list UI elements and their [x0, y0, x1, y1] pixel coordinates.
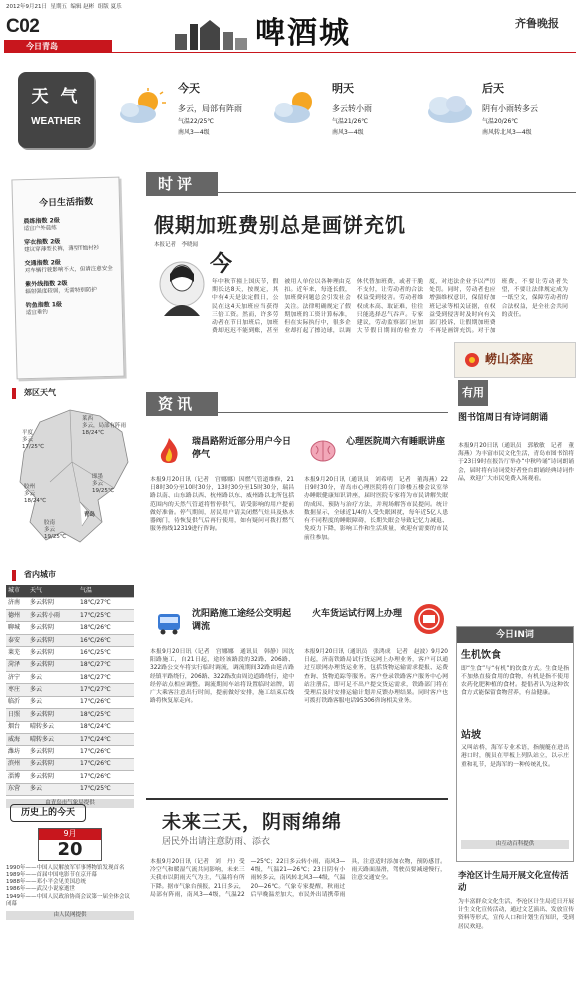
news-headline: 火车货运试行网上办理 — [312, 609, 403, 619]
news-body: 本报9月20日讯（通讯员 刘希明 记者 董海燕）22日9时30分，青岛市心理医院将在门诊楼五楼会议室举办睡眠健康知识讲座，届时医院专家将为市民讲解失眠的成因、预防与治疗方法，并现场解答市民提问。统计数据显示，全球近1/4的人受失眠困扰，每年近5亿人患有不同程度的睡眠障碍，长期失眠会导致记忆力减退、免疫力下降，影响工作和生活质量，欢迎有需要的市民前往参加。 — [304, 477, 448, 541]
term-body: 即“生食”与“有机”的饮食方式。生食是指不加热直接食用的食物，有机是指不使用农药化肥种植的食材。提倡者认为这种饮食方式能保留食物营养，有益健康。 — [461, 665, 569, 697]
table-cell: 淄博 — [6, 771, 28, 783]
index-name: 钓鱼指数 — [25, 301, 50, 310]
place-name: 平度 — [22, 430, 34, 436]
table-cell: 17℃/26℃ — [78, 771, 134, 783]
place-name: 即墨 — [92, 474, 104, 480]
suburb-place — [24, 484, 46, 505]
weather-day-today — [108, 74, 258, 146]
life-index-title: 今日生活指数 — [38, 197, 94, 209]
table-cell: 潍坊 — [6, 746, 28, 758]
table-row — [6, 597, 134, 609]
skyline-illustration — [170, 14, 250, 50]
section-label: 今日青岛 — [4, 40, 112, 53]
suburb-place — [44, 520, 66, 541]
library-headline: 图书馆周日有诗词朗诵 — [458, 413, 549, 423]
suburb-weather — [6, 388, 134, 568]
table-header-row — [6, 585, 134, 597]
table-cell: 17℃/26℃ — [78, 696, 134, 708]
weather-desc: 多云，局部有阵雨 — [178, 104, 242, 113]
table-cell: 多云转阴 — [28, 622, 78, 634]
place-temp: 19/25℃ — [44, 534, 67, 541]
commentary-byline: 本报记者 李晓闻 — [154, 242, 199, 248]
index-tip: 对车辆行驶影响不大，但请注意安全 — [24, 265, 113, 274]
place-name: 胶南 — [44, 520, 56, 526]
suburb-place — [22, 430, 44, 451]
news-headline: 沈阳路施工途经公交明起调流 — [192, 609, 292, 632]
place-weather: 多云，局部有阵雨 — [82, 423, 127, 430]
weather-day-label: 后天 — [482, 82, 504, 95]
table-row — [6, 684, 134, 696]
table-cell: 济南 — [6, 597, 28, 609]
history-item: 1989年——首届中国电影节在京开幕 — [6, 872, 97, 879]
weather-desc: 多云转小雨 — [332, 104, 372, 113]
masthead — [0, 0, 580, 58]
table-cell: 烟台 — [6, 721, 28, 733]
news-section — [146, 392, 448, 792]
table-cell: 17℃/25℃ — [78, 610, 134, 622]
news-item — [300, 602, 448, 792]
index-tip: 适宜垂钓 — [25, 309, 48, 316]
table-cell: 多云 — [28, 672, 78, 684]
index-tip: 辐射强度较弱，无需特别防护 — [25, 287, 97, 295]
table-cell: 多云转阴 — [28, 597, 78, 609]
in-words-box — [456, 626, 574, 862]
weather-day-after — [416, 74, 576, 146]
table-cell: 晴转多云 — [28, 721, 78, 733]
news-body: 本报9月20日讯（记者 宫娜娜 通讯员 韩静）因沈阳路施工，自21日起，途经该路段的32路、206路、322路公交车将实行临时调流，调流期间32路由延吉路经镇平路绕行，206路、322路改由周边道路绕行，途中经停站点相应调整。调流期间车站将设置临时站牌，请广大乘客注意出行时间，提前做好安排，施工结束后线路将恢复原走向。 — [150, 649, 294, 705]
table-cell: 18℃/27℃ — [78, 659, 134, 671]
table-cell: 18℃/26℃ — [78, 622, 134, 634]
table-row — [6, 647, 134, 659]
news-item — [146, 602, 294, 792]
table-cell: 枣庄 — [6, 684, 28, 696]
term-source: 由互动百科提供 — [461, 840, 569, 849]
place-temp: 18/24℃ — [24, 498, 47, 505]
news-item — [146, 430, 294, 600]
table-cell: 17℃/24℃ — [78, 733, 134, 745]
editor-name: 赵彬 — [83, 4, 95, 10]
issue-date: 2012年9月21日 — [6, 4, 47, 10]
weather-temp: 气温22/25℃ — [178, 118, 215, 125]
table-row — [6, 709, 134, 721]
table-cell: 17℃/26℃ — [78, 758, 134, 770]
table-cell: 日照 — [6, 709, 28, 721]
table-cell: 16℃/26℃ — [78, 634, 134, 646]
table-row — [6, 659, 134, 671]
history-source: 由人民网提供 — [6, 911, 134, 920]
building-icon — [170, 14, 250, 50]
table-row — [6, 672, 134, 684]
useful-tag: 有用 — [458, 380, 488, 406]
news-tag-bar — [146, 392, 448, 416]
table-row — [6, 622, 134, 634]
news-headline: 心理医院周六有睡眠讲座 — [346, 437, 446, 447]
news-tag: 资讯 — [158, 395, 197, 413]
province-source: 由青岛市气象局提供 — [6, 799, 134, 808]
laoshan-title: 崂山茶座 — [485, 352, 534, 366]
newspaper-logo: 齐鲁晚报 — [515, 17, 559, 30]
news-item — [300, 430, 448, 600]
weather-desc: 阴有小雨转多云 — [482, 104, 538, 113]
place-name: 青岛 — [84, 512, 96, 518]
table-cell: 多云转阴 — [28, 709, 78, 721]
table-cell: 滨州 — [6, 758, 28, 770]
table-cell: 17℃/26℃ — [78, 746, 134, 758]
weather-wind: 南风3—4级 — [332, 129, 364, 136]
index-name: 紫外线指数 — [25, 280, 56, 289]
term-body: 又叫站桥，海军专业术语，指舰艇在进出港口时，舰员在甲板上列队站立，以示庄重和礼节，是海军的一种传统礼仪。 — [461, 745, 569, 768]
designer-name: 夏乐 — [110, 4, 122, 10]
table-row — [6, 783, 134, 795]
table-cell: 济宁 — [6, 672, 28, 684]
table-cell: 16℃/25℃ — [78, 647, 134, 659]
table-cell: 多云转阴 — [28, 771, 78, 783]
forecast-headline: 未来三天，阴雨绵绵 — [162, 811, 343, 833]
weather-temp: 气温21/26℃ — [332, 118, 369, 125]
province-weather — [6, 570, 134, 806]
column-title: 啤酒城 — [255, 16, 351, 51]
column-header: 天气 — [28, 585, 78, 597]
commentary-tag-bar — [146, 172, 576, 196]
table-cell: 17℃/25℃ — [78, 783, 134, 795]
weather-temp: 气温20/26℃ — [482, 118, 519, 125]
history-list — [6, 865, 134, 908]
table-cell: 18℃/27℃ — [78, 597, 134, 609]
issue-date-line — [6, 4, 122, 11]
table-row — [6, 758, 134, 770]
place-name: 胶州 — [24, 484, 36, 490]
library-body: 本报9月20日讯（通讯员 郭敏敏 记者 董海燕）为丰富市民文化生活，青岛市图书馆将于23日9时在报告厅举办“中秋吟诵”诗词朗诵会，届时将有诗词爱好者登台朗诵经典诗词作品，欢迎广大市民免费入场观看。 — [458, 443, 574, 482]
index-level: 2级 — [49, 217, 60, 225]
bus-icon — [154, 608, 184, 638]
life-index-item — [25, 279, 113, 296]
history-date — [38, 828, 102, 861]
life-index-card — [11, 177, 124, 380]
commentary-tag: 时评 — [158, 175, 197, 193]
editor-label: 编辑 — [70, 4, 82, 10]
life-index-item — [25, 258, 113, 275]
place-temp: 17/25℃ — [22, 444, 45, 451]
commentary-dropcap: 今 — [210, 251, 233, 277]
place-weather: 多云 — [24, 491, 36, 498]
place-name: 莱西 — [82, 416, 94, 422]
column-header: 城市 — [6, 585, 28, 597]
province-rows — [6, 597, 134, 795]
table-row — [6, 771, 134, 783]
cloud-icon — [420, 88, 476, 128]
suburb-title: 郊区天气 — [12, 388, 134, 399]
history-today — [6, 804, 134, 979]
life-index-item — [23, 216, 111, 233]
licang-headline: 李沧区计生局开展文化宣传活动 — [458, 871, 569, 893]
province-title: 省内城市 — [12, 570, 134, 581]
table-cell: 17℃/27℃ — [78, 684, 134, 696]
table-cell: 多云 — [28, 696, 78, 708]
place-weather: 多云 — [92, 481, 104, 488]
table-cell: 多云转阴 — [28, 634, 78, 646]
weather-wind: 南风3—4级 — [178, 129, 210, 136]
table-row — [6, 733, 134, 745]
table-row — [6, 634, 134, 646]
table-cell: 菏泽 — [6, 659, 28, 671]
index-tip: 建议穿薄型长裤，薄型T恤衬衫 — [24, 245, 100, 254]
weather-day-label: 明天 — [332, 82, 354, 95]
page-number: C02 — [6, 16, 40, 37]
table-row — [6, 696, 134, 708]
forecast-body: 本报9月20日讯（记者 刘 丹）受冷空气和暖湿气流共同影响，未来三天我市以阴雨天气为主，气温将有所下降。据市气象台预报，21日多云，局部有阵雨，南风3—4级，气温22—25℃；22日多云转小雨，南风3—4级，气温21—26℃；23日阴有小雨转多云，南风转北风3—4级，气温20—26℃。气象专家提醒，秋雨过后早晚温差加大，市民外出请携带雨具，注意适时添加衣物，预防感冒。雨天路面湿滑，驾驶员要减速慢行，注意交通安全。 — [150, 859, 446, 898]
weather-day-tomorrow — [262, 74, 412, 146]
brain-icon — [308, 436, 338, 466]
author-portrait — [154, 254, 210, 324]
life-index-item — [24, 237, 112, 254]
index-level: 2级 — [50, 238, 61, 246]
flower-icon — [463, 351, 481, 369]
issue-weekday: 星期五 — [50, 4, 68, 10]
freight-badge-icon — [412, 602, 446, 636]
life-index-list — [13, 208, 122, 317]
designer-label: 组版 — [97, 4, 109, 10]
commentary-body: 年中秋节撞上国庆节，假期长达8天，按规定，其中有4天是法定假日，公民在这4天加班应当获得三倍工资。然而，许多劳动者在节日加班后，加班费却迟迟不能到账，甚至被用人单位以各种理由克扣。近年来，每逢长假，加班费问题总会引发社会关注。法律明确规定了假期加班的工资计算标准，但在实际执行中，很多企业却打起了擦边球，以调休代替加班费，或者干脆不支付，让劳动者的合法权益受到侵害。劳动者维权成本高、取证难，往往只能选择忍气吞声。专家建议，劳动监察部门应加大节假日期间的检查力度，对违法企业予以严厉处罚。同时，劳动者也应增强维权意识，保留好加班记录等相关证据，在权益受到侵害时及时向有关部门投诉，让假期加班费不再是画饼充饥。对于加班费，不要让劳动者失望，不要让法律规定成为一纸空文，保障劳动者的合法权益，是全社会共同的责任。 — [212, 279, 568, 335]
forecast-story — [146, 798, 448, 980]
province-table — [6, 585, 134, 796]
table-row — [6, 746, 134, 758]
term-title: 站坡 — [461, 729, 481, 741]
history-item: 1986年——武汉小说家逝世 — [6, 886, 75, 893]
table-cell: 多云转阴 — [28, 647, 78, 659]
place-weather: 多云 — [22, 437, 34, 444]
table-row — [6, 721, 134, 733]
weather-title-box — [18, 72, 94, 148]
news-body: 本报9月20日讯（通讯员 张鸿成 记者 赵波）9月20日起，济南铁路局试行货运网上办理业务，客户可以通过互联网办理货运业务，包括货物运输需求提报、运费查询、货物追踪等服务。客户登录铁路客户服务中心网站注册后，即可足不出户提交货运需求，铁路部门将在受理后及时安排运输计划并反馈办理结果。同时客户也可拨打铁路客服电话95306咨询相关业务。 — [304, 649, 448, 705]
place-temp: 18/24℃ — [82, 430, 105, 437]
news-body: 本报9月20日讯（记者 宫娜娜）因燃气管道维修，21日8时30分至10时30分，13时30分至15时30分，瑞昌路以南、山东路以西、杭州路以东、威州路以北所包括范围内的天然气管道将暂停供气，请受影响的用户提前做好准备。停气期间，居民用户请关闭燃气灶具及热水器阀门，待恢复供气后再行使用，如有疑问可拨打燃气服务热线12319进行咨询。 — [150, 477, 294, 533]
suburb-place — [92, 474, 114, 495]
index-level: 2级 — [57, 279, 68, 288]
table-cell: 18℃/25℃ — [78, 709, 134, 721]
table-cell: 威海 — [6, 733, 28, 745]
index-tip: 适宜户外晨练 — [23, 225, 57, 233]
table-cell: 泰安 — [6, 634, 28, 646]
right-sidebar — [454, 330, 576, 980]
index-name: 晨练指数 — [23, 217, 48, 226]
partly-cloudy-rain-icon — [114, 88, 170, 128]
table-cell: 临沂 — [6, 696, 28, 708]
table-cell: 多云 — [28, 783, 78, 795]
history-item: 1990年——中国人民解放军军事博物馆发现首名 — [6, 864, 125, 871]
history-title: 历史上的今天 — [10, 804, 86, 822]
table-cell: 莱芜 — [6, 647, 28, 659]
table-cell: 多云转阴 — [28, 746, 78, 758]
table-cell: 聊城 — [6, 622, 28, 634]
suburb-place — [82, 416, 130, 437]
table-cell: 多云转阴 — [28, 758, 78, 770]
index-name: 穿衣指数 — [23, 238, 49, 247]
table-row — [6, 610, 134, 622]
table-cell: 多云转小雨 — [28, 610, 78, 622]
history-item: 1988年——邓小平会见美国总统 — [6, 879, 86, 886]
history-item: 1949年——中国人民政治协商会议第一届全体会议闭幕 — [6, 893, 130, 907]
weather-day-label: 今天 — [178, 82, 200, 95]
table-cell: 多云 — [28, 684, 78, 696]
licang-body: 为丰富群众文化生活，李沧区计生局近日开展计生文化宣传活动，通过文艺演出、发放宣传资料等形式，宣传人口和计划生育知识，受到居民欢迎。 — [458, 899, 574, 930]
place-weather: 多云 — [44, 527, 56, 534]
column-header: 气温 — [78, 585, 134, 597]
weather-bar — [0, 66, 580, 156]
life-index-item — [26, 300, 114, 317]
forecast-subhead: 居民外出请注意防雨、添衣 — [162, 837, 271, 847]
weather-title: 天 气 — [31, 87, 81, 107]
weather-wind: 南风转北风3—4级 — [482, 129, 532, 136]
author-avatar — [154, 254, 210, 324]
history-day: 20 — [57, 838, 83, 860]
table-cell: 18℃/27℃ — [78, 672, 134, 684]
place-temp: 19/25℃ — [92, 488, 115, 495]
flame-icon — [154, 436, 184, 466]
in-words-title: 今日IN词 — [457, 627, 573, 643]
weather-title-en: WEATHER — [31, 115, 81, 127]
commentary-headline: 假期加班费别总是画饼充饥 — [154, 213, 406, 237]
table-cell: 东营 — [6, 783, 28, 795]
suburb-place — [84, 512, 95, 519]
index-level: 1级 — [51, 301, 63, 309]
term-title: 生机饮食 — [461, 650, 501, 662]
index-name: 交通指数 — [24, 259, 49, 268]
news-headline: 瑞昌路附近部分用户今日停气 — [192, 437, 292, 460]
table-cell: 德州 — [6, 610, 28, 622]
partly-cloudy-icon — [268, 88, 324, 128]
table-cell: 晴转多云 — [28, 733, 78, 745]
index-level: 2级 — [50, 259, 61, 267]
history-month: 9月 — [39, 829, 101, 840]
table-cell: 18℃/24℃ — [78, 721, 134, 733]
laoshan-banner — [454, 342, 576, 378]
table-cell: 多云转阴 — [28, 659, 78, 671]
